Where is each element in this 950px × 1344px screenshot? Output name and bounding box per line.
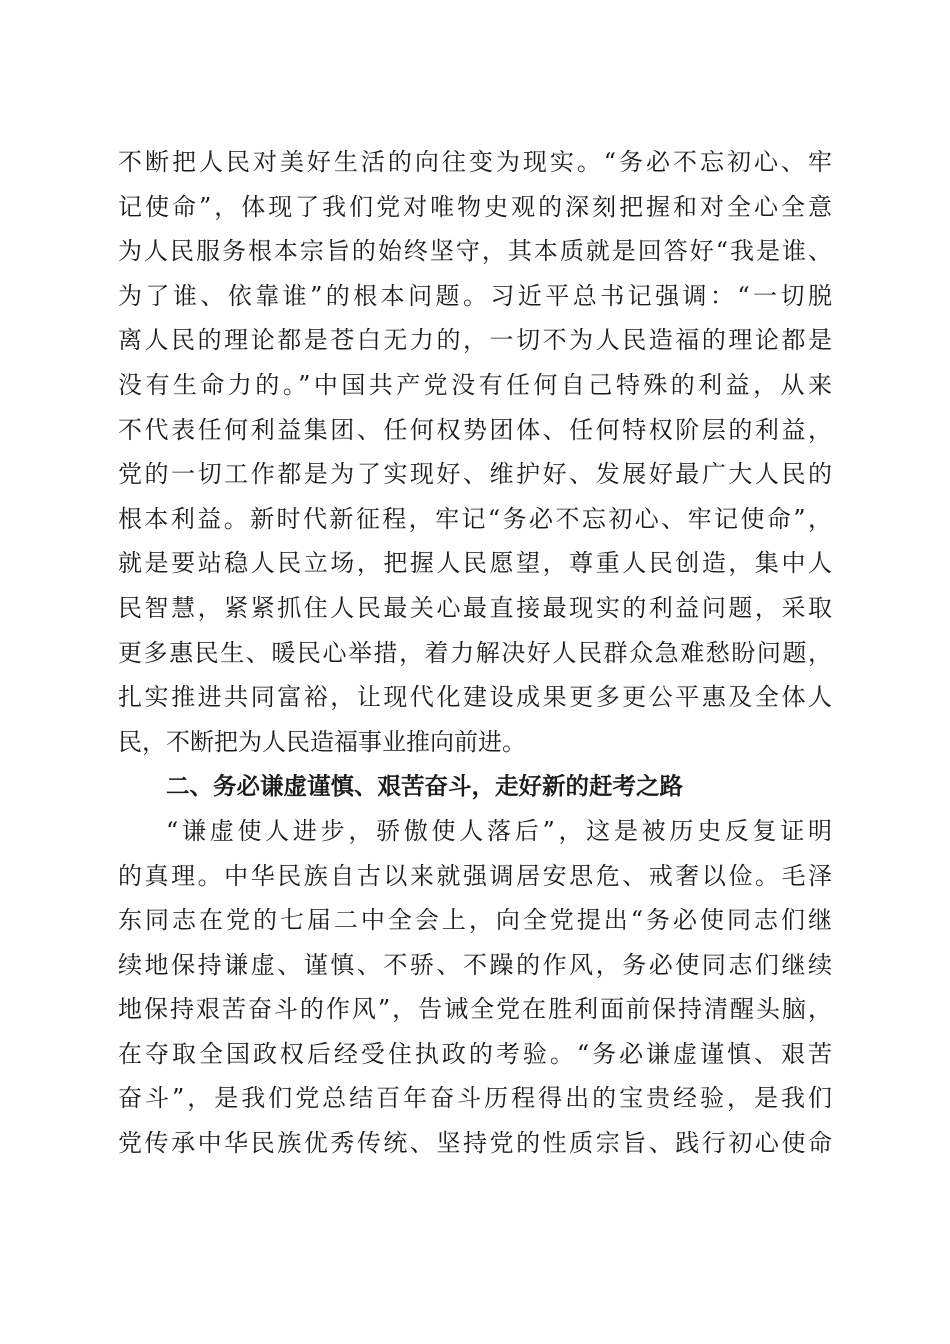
paragraph-line: 在夺取全国政权后经受住执政的考验。“务必谦虚谨慎、艰苦 [118, 1039, 832, 1068]
paragraph-line: 为了谁、依靠谁”的根本问题。习近平总书记强调：“一切脱 [118, 281, 832, 310]
paragraph-line: 党的一切工作都是为了实现好、维护好、发展好最广大人民的 [118, 460, 832, 489]
paragraph-1 [118, 140, 832, 764]
paragraph-line: 没有生命力的。”中国共产党没有任何自己特殊的利益，从来 [118, 370, 832, 399]
paragraph-line: 民智慧，紧紧抓住人民最关心最直接最现实的利益问题，采取 [118, 593, 832, 622]
paragraph-line: 根本利益。新时代新征程，牢记“务必不忘初心、牢记使命”， [118, 504, 832, 533]
paragraph-line: 的真理。中华民族自古以来就强调居安思危、戒奢以俭。毛泽 [118, 861, 832, 890]
document-body [118, 140, 832, 1166]
paragraph-line: 就是要站稳人民立场，把握人民愿望，尊重人民创造，集中人 [118, 549, 832, 578]
paragraph-line: 党传承中华民族优秀传统、坚持党的性质宗旨、践行初心使命 [118, 1129, 832, 1158]
paragraph-line: 不断把人民对美好生活的向往变为现实。“务必不忘初心、牢 [118, 148, 832, 176]
paragraph-line: 地保持艰苦奋斗的作风”，告诫全党在胜利面前保持清醒头脑， [118, 995, 832, 1024]
paragraph-line: “谦虚使人进步，骄傲使人落后”，这是被历史反复证明 [166, 816, 832, 845]
paragraph-line: 为人民服务根本宗旨的始终坚守，其本质就是回答好“我是谁、 [118, 237, 832, 266]
paragraph-line: 奋斗”，是我们党总结百年奋斗历程得出的宝贵经验，是我们 [118, 1084, 832, 1113]
section-heading: 二、务必谦虚谨慎、艰苦奋斗，走好新的赶考之路 [166, 772, 683, 801]
paragraph-line: 不代表任何利益集团、任何权势团体、任何特权阶层的利益， [118, 415, 832, 444]
paragraph-line: 续地保持谦虚、谨慎、不骄、不躁的作风，务必使同志们继续 [118, 950, 832, 979]
paragraph-line: 东同志在党的七届二中全会上，向全党提出“务必使同志们继 [118, 906, 832, 935]
paragraph-line: 扎实推进共同富裕，让现代化建设成果更多更公平惠及全体人 [118, 683, 832, 712]
paragraph-line: 更多惠民生、暖民心举措，着力解决好人民群众急难愁盼问题， [118, 638, 832, 667]
paragraph-line: 离人民的理论都是苍白无力的，一切不为人民造福的理论都是 [118, 326, 832, 355]
paragraph-line: 记使命”，体现了我们党对唯物史观的深刻把握和对全心全意 [118, 192, 832, 221]
paragraph-line: 民，不断把为人民造福事业推向前进。 [118, 727, 526, 756]
paragraph-2 [118, 809, 832, 1166]
